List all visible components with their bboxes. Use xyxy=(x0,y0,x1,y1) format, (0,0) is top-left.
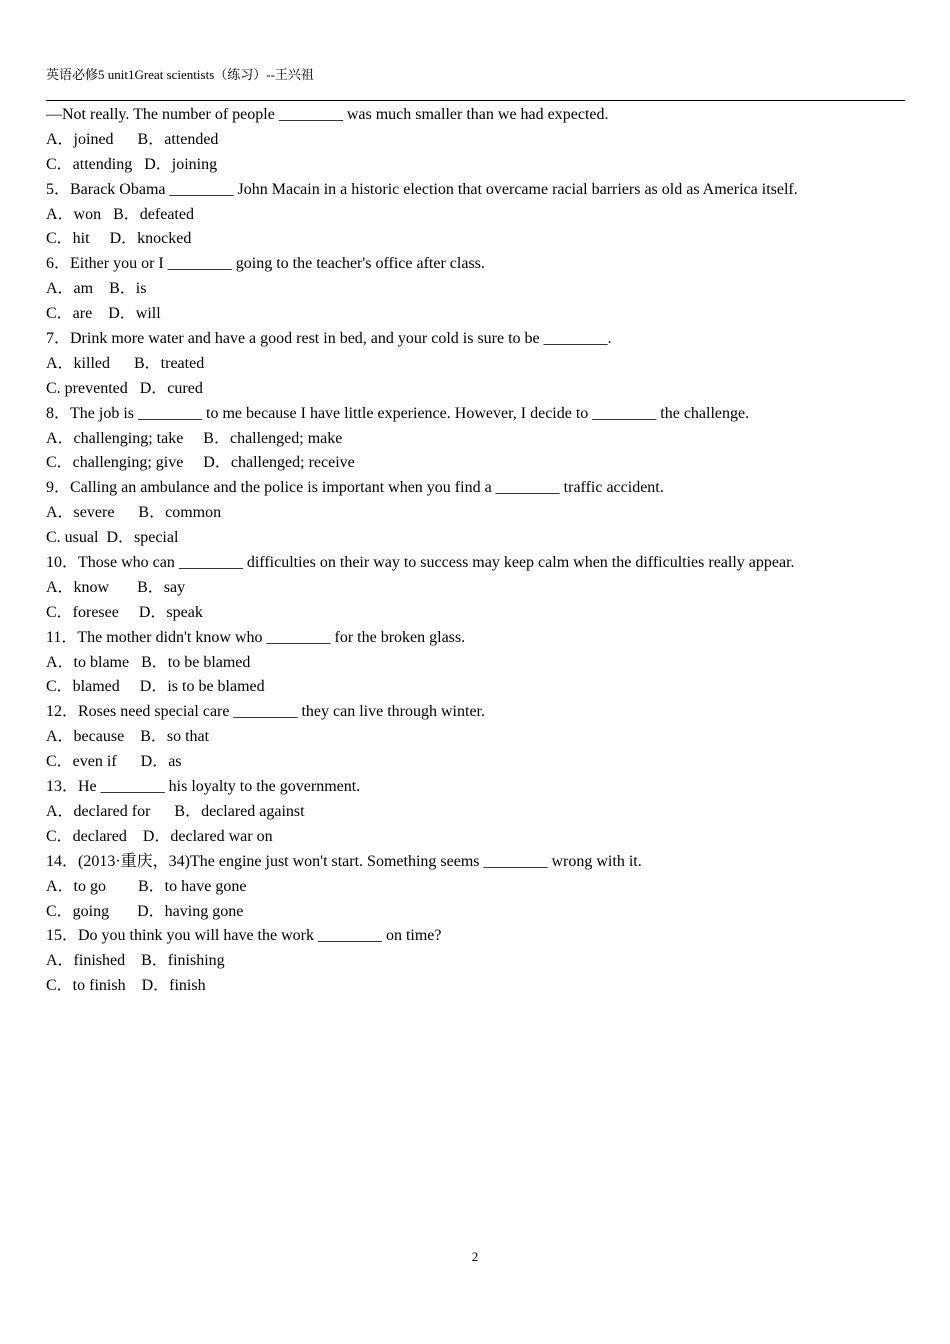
answer-options-line: C．going D．having gone xyxy=(46,902,244,920)
answer-options-line: A．severe B．common xyxy=(46,504,222,522)
answer-options-line: A．challenging; take B．challenged; make xyxy=(46,429,343,447)
answer-options-line: C. usual D．special xyxy=(46,529,179,547)
answer-options-line: A．won B．defeated xyxy=(46,205,194,223)
question-13: 13．He ________ his loyalty to the government. xyxy=(46,778,361,796)
answer-options-line: C. prevented D．cured xyxy=(46,379,203,397)
answer-options-line: A．finished B．finishing xyxy=(46,952,225,970)
question-9: 9．Calling an ambulance and the police is important when you find a ________ traffic accident. xyxy=(46,479,664,497)
exercise-body xyxy=(46,103,916,999)
answer-options-line: C．are D．will xyxy=(46,305,161,323)
question-6: 6．Either you or I ________ going to the teacher's office after class. xyxy=(46,255,485,273)
answer-options-line: C．attending D．joining xyxy=(46,155,218,173)
question-7: 7．Drink more water and have a good rest in bed, and your cold is sure to be ________. xyxy=(46,330,612,348)
answer-options-line: A．because B．so that xyxy=(46,728,210,746)
answer-options-line: A．killed B．treated xyxy=(46,354,205,372)
question-5: 5．Barack Obama ________ John Macain in a historic election that overcame racial barriers as old as America itself. xyxy=(46,180,798,198)
question-8: 8．The job is ________ to me because I have little experience. However, I decide to ________ the challenge. xyxy=(46,404,750,422)
answer-options-line: C．blamed D．is to be blamed xyxy=(46,678,265,696)
answer-options-line: A．am B．is xyxy=(46,280,147,298)
question-text-line: —Not really. The number of people ________ was much smaller than we had expected. xyxy=(46,106,609,123)
answer-options-line: A．know B．say xyxy=(46,578,186,596)
question-10: 10．Those who can ________ difficulties on their way to success may keep calm when the difficulties really appear. xyxy=(46,554,795,572)
answer-options-line: A．to blame B．to be blamed xyxy=(46,653,251,671)
answer-options-line: C．foresee D．speak xyxy=(46,603,203,621)
answer-options-line: A．declared for B．declared against xyxy=(46,802,305,820)
question-14: 14．(2013·重庆，34)The engine just won't start. Something seems ________ wrong with it. xyxy=(46,852,642,870)
page-number: 2 xyxy=(471,1249,479,1264)
answer-options-line: C．even if D．as xyxy=(46,753,182,771)
answer-options-line: C．hit D．knocked xyxy=(46,230,192,248)
answer-options-line: C．to finish D．finish xyxy=(46,977,206,995)
answer-options-line: A．joined B．attended xyxy=(46,130,219,148)
answer-options-line: C．challenging; give D．challenged; receive xyxy=(46,454,355,472)
answer-options-line: C．declared D．declared war on xyxy=(46,827,273,845)
question-12: 12．Roses need special care ________ they can live through winter. xyxy=(46,703,485,721)
header-divider xyxy=(46,100,905,101)
page-header-title: 英语必修5 unit1Great scientists（练习）--王兴祖 xyxy=(46,67,314,82)
question-15: 15．Do you think you will have the work ________ on time? xyxy=(46,927,442,945)
question-11: 11．The mother didn't know who ________ for the broken glass. xyxy=(46,628,466,646)
answer-options-line: A．to go B．to have gone xyxy=(46,877,247,895)
